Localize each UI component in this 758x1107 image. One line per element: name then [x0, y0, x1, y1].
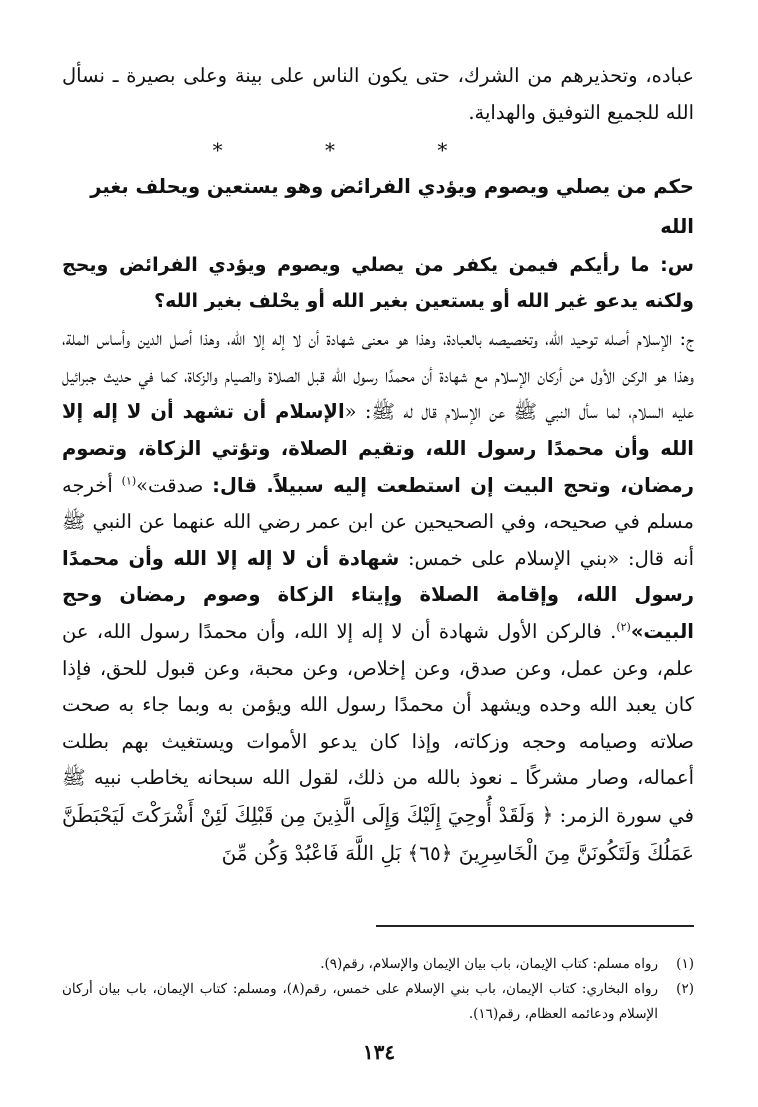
page-number: ١٣٤ [362, 1040, 396, 1064]
quran-verse: ﴿ وَلَقَدْ أُوحِيَ إِلَيْكَ وَإِلَى الَّذِينَ مِن قَبْلِكَ لَئِنْ أَشْرَكْتَ لَيَحْبَطَنَّ عَمَلُكَ وَلَتَكُونَنَّ مِنَ الْخَاسِرِينَ ﴿٦٥﴾ بَلِ اللَّهَ فَاعْبُدْ وَكُن مِّنَ [62, 802, 694, 865]
footnote-divider [376, 925, 694, 927]
intro-paragraph: عباده، وتحذيرهم من الشرك، حتى يكون الناس على بينة وعلى بصيرة ـ نسأل الله للجميع التوفيق والهداية. [62, 64, 694, 124]
answer-text-2: صدقت» [136, 473, 213, 497]
answer-text-4: . فالركن الأول شهادة أن لا إله إلا الله، وأن محمدًا رسول الله، عن علم، وعن عمل، وعن صدق، وعن إخلاص، وعن محبة، وعن قبول للحق، فإذا كان يعبد الله وحده ويشهد أن محمدًا رسول الله ويؤمن به وبما جاء به صحت صلاته وصيامه وحجه وزكاته، وإذا كان يدعو الأموات ويستغيث بهم بطلت أعماله، وصار مشركًا ـ نعوذ بالله من ذلك، لقول الله سبحانه يخاطب نبيه ﷺ في سورة الزمر: [62, 619, 695, 827]
footnote-number: (٢) [676, 981, 694, 997]
footnote-text: رواه البخاري: كتاب الإيمان، باب بني الإسلام على خمس، رقم(٨)، ومسلم: كتاب الإيمان، باب بيان أركان الإسلام ودعائمه العظام، رقم(١٦). [62, 981, 658, 1022]
question-paragraph: س: ما رأيكم فيمن يكفر من يصلي ويصوم ويؤدي الفرائض ويحج ولكنه يدعو غير الله أو يستعين بغير الله أو يحْلف بغير الله؟ [62, 254, 694, 313]
section-separator: * * * [212, 138, 496, 163]
answer-paragraph [62, 321, 694, 872]
footnote-number: (١) [676, 956, 694, 972]
hadith-five-pillars: شهادة أن لا إله إلا الله وأن محمدًا رسول الله، وإقامة الصلاة وإيتاء الزكاة وصوم رمضان وحج البيت» [62, 546, 694, 643]
answer-text-3: أخرجه مسلم في صحيحه، وفي الصحيحين عن ابن عمر رضي الله عنهما عن النبي ﷺ أنه قال: « [62, 473, 695, 570]
footnote-1 [62, 952, 694, 977]
footnote-2 [62, 977, 694, 1027]
footnote-text: رواه مسلم: كتاب الإيمان، باب بيان الإيمان والإسلام، رقم(٩). [320, 956, 658, 972]
footnotes [62, 952, 694, 1027]
answer-text-1: ج: الإسلام أصله توحيد الله، وتخصيصه بالعبادة، وهذا هو معنى شهادة أن لا إله إلا الله، وهذا أصل الدين وأساس الملة، وهذا هو الركن الأول من أركان الإسلام مع شهادة أن محمدًا رسول الله قبل الصلاة والصيام والزكاة، كما في حديث جبرائيل عليه السلام، لما سأل النبي ﷺ عن الإسلام قال له ﷺ: « [62, 327, 695, 424]
footnote-marker-2[interactable]: (٢) [616, 620, 631, 634]
section-heading: حكم من يصلي ويصوم ويؤدي الفرائض وهو يستعين ويحلف بغير الله [90, 175, 694, 239]
hadith-jibril: الإسلام أن تشهد أن لا إله إلا الله وأن محمدًا رسول الله، وتقيم الصلاة، وتؤتي الزكاة، وتصوم رمضان، وتحج البيت إن استطعت إليه سبيلاً. قال: [62, 400, 694, 497]
hadith-five-pillars-intro: بني الإسلام على خمس: [399, 546, 608, 570]
footnote-marker-1[interactable]: (١) [121, 474, 137, 488]
